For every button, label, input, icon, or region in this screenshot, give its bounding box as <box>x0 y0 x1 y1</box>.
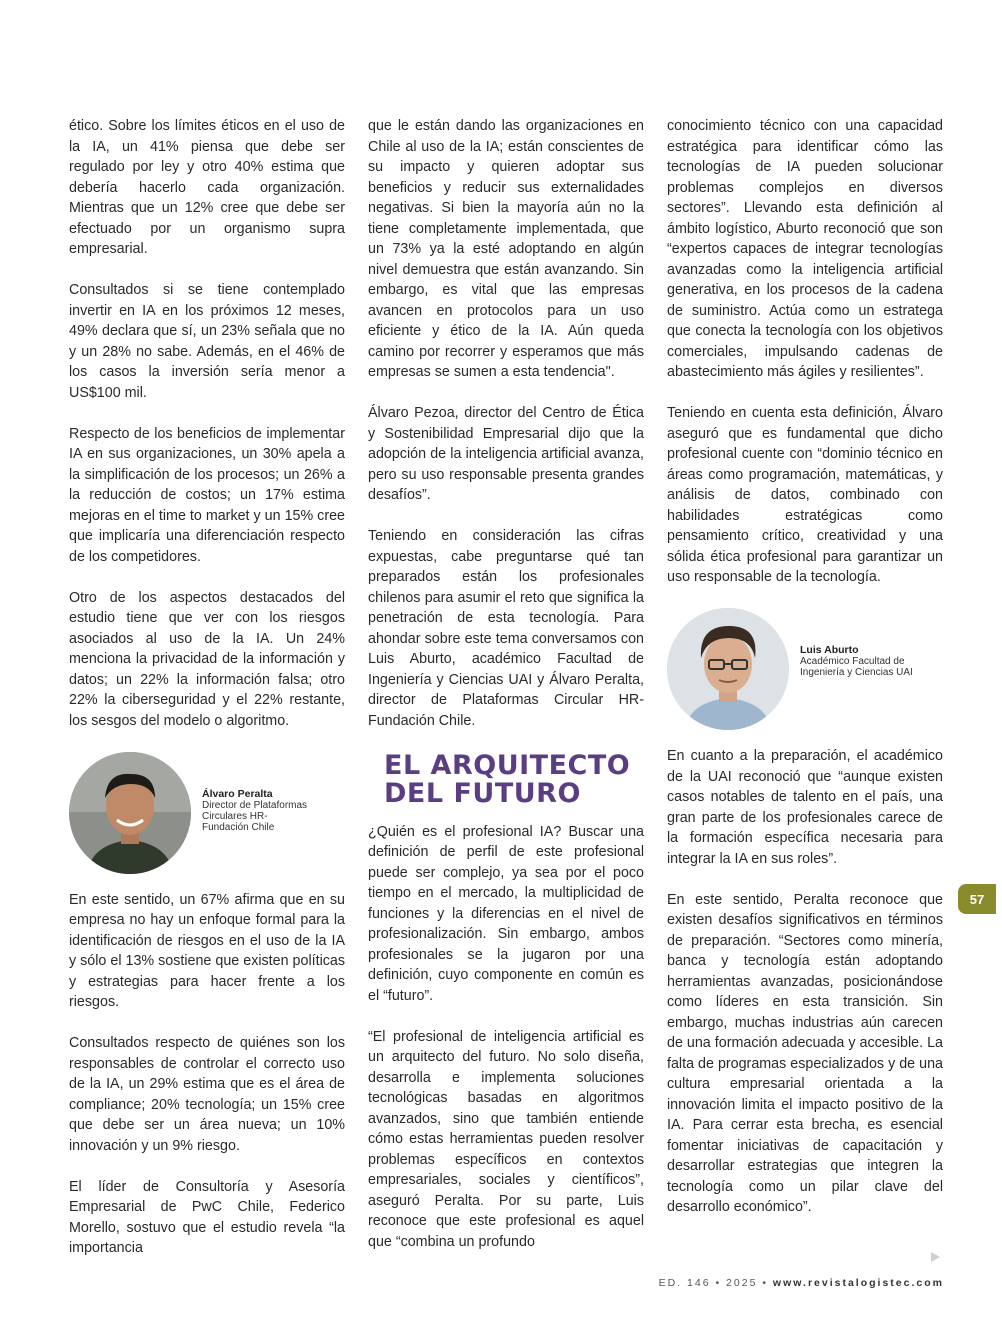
avatar <box>69 752 191 874</box>
heading-line: DEL FUTURO <box>384 777 581 809</box>
profile-role-line: Circulares HR- <box>202 810 268 822</box>
profile-role-line: Fundación Chile <box>202 821 275 833</box>
profile-name: Álvaro Peralta <box>202 787 273 800</box>
paragraph: ético. Sobre los límites éticos en el uso de la IA, un 41% piensa que debe ser regulado por ley y otro 40% estima que debería hacerlo cada organización. Mientras que un 12% cree que debe ser efectuado por un organismo supra empresarial. <box>69 118 345 257</box>
paragraph: Consultados respecto de quiénes son los responsables de controlar el correcto uso de la IA, un 29% estima que es el área de compliance; 20% tecnología; un 15% cree que debe ser un área nueva; un 10% innovación y un 9% riesgo. <box>69 1035 345 1154</box>
column-middle <box>368 116 644 1273</box>
paragraph: Consultados si se tiene contemplado invertir en IA en los próximos 12 meses, 49% declara que sí, un 23% señala que no y un 28% no sabe. Además, en el 46% de los casos la inversión sería menor a US$100 mil. <box>69 282 345 401</box>
profile-name: Luis Aburto <box>800 644 859 656</box>
profile-info <box>202 788 362 833</box>
profile-role-line: Director de Plataformas <box>202 799 308 811</box>
profile-alvaro-peralta <box>69 752 345 874</box>
profile-role-line: Ingeniería y Ciencias UAI <box>800 667 913 678</box>
paragraph: En este sentido, Peralta reconoce que existen desafíos significativos en términos de preparación. “Sectores como minería, banca y tecnología están adoptando herramientas avanzadas, posicionándose como líderes en esta transición. Sin embargo, muchas industrias aún carecen de una formación adecuada y accesible. La falta de programas especializados y de una cultura empresarial orientada a la innovación limita el impacto positivo de la IA. Para cerrar esta brecha, es esencial fomentar iniciativas de capacitación y desarrollar estrategias que integren la tecnología como un pilar clave del desarrollo económico”. <box>667 891 943 1215</box>
paragraph: ¿Quién es el profesional IA? Buscar una definición de perfil de este profesional puede ser complejo, ya sea por el poco tiempo en el mercado, la multiplicidad de funciones y la diferencias en el nivel de profesionalización. Sin embargo, ambos profesionales se la jugaron por una definición, cuyo componente en común es el “futuro”. <box>368 823 644 1004</box>
column-right <box>667 116 943 1238</box>
column-left <box>69 116 345 1279</box>
paragraph: “El profesional de inteligencia artificial es un arquitecto del futuro. No solo diseña, desarrolla e implementa soluciones tecnológicas basadas en algoritmos avanzados, sino que también entiende cómo estas herramientas pueden resolver problemas específicos en contextos empresariales, sociales y científicos”, aseguró Peralta. Por su parte, Luis reconoce que este profesional es aquel que “combina un profundo <box>368 1028 644 1250</box>
next-page-arrow-icon[interactable] <box>931 1252 940 1262</box>
paragraph: En este sentido, un 67% afirma que en su empresa no hay un enfoque formal para la identificación de riesgos en el uso de la IA y sólo el 13% sostiene que existen políticas y estrategias para hacer frente a los riesgos. <box>69 891 345 1010</box>
footer-edition: ED. 146 • 2025 • <box>658 1277 768 1289</box>
footer <box>659 1277 944 1289</box>
paragraph: Teniendo en consideración las cifras expuestas, cabe preguntarse qué tan preparados están los profesionales chilenos para asumir el reto que significa la penetración de esta tecnología. Para ahondar sobre este tema conversamos con Luis Aburto, académico Facultad de Ingeniería y Ciencias UAI y Álvaro Peralta, director de Plataformas Circular HR-Fundación Chile. <box>368 528 644 729</box>
profile-role-line: Académico Facultad de <box>800 656 905 667</box>
paragraph: Álvaro Pezoa, director del Centro de Ética y Sostenibilidad Empresarial dijo que la adopción de la inteligencia artificial avanza, pero su uso responsable presenta grandes desafíos”. <box>368 405 644 503</box>
paragraph: conocimiento técnico con una capacidad estratégica para identificar cómo las tecnologías de IA pueden solucionar problemas complejos en diversos sectores”. Llevando esta definición al ámbito logístico, Aburto reconoció que son “expertos capaces de integrar tecnologías avanzadas como la inteligencia artificial generativa, en los procesos de la cadena de suministro. Actúa como un estratega que conecta la tecnología con los objetivos comerciales, impulsando cadenas de abastecimiento más ágiles y resilientes”. <box>667 118 943 380</box>
paragraph: Otro de los aspectos destacados del estudio tiene que ver con los riesgos asociados al uso de la IA. Un 24% menciona la privacidad de la información y datos; un 22% la información falsa; otro 22% la ciberseguridad y el 22% restante, los sesgos del modelo o algoritmo. <box>69 589 345 729</box>
paragraph: que le están dando las organizaciones en Chile al uso de la IA; están conscientes de su impacto y quieren adoptar sus beneficios y reducir sus externalidades negativas. Si bien la mayoría aún no la tiene completamente implementada, que un 73% ya la esté adoptando en algún nivel demuestra que están avanzando. Sin embargo, es vital que las empresas avancen en protocolos para un uso eficiente y ético de la IA. Aún queda camino por recorrer y esperamos que más empresas se sumen a esta tendencia". <box>368 118 644 380</box>
heading-line: EL ARQUITECTO <box>384 749 631 781</box>
paragraph: Teniendo en cuenta esta definición, Álvaro aseguró que es fundamental que dicho profesional cuente con “dominio técnico en áreas como programación, matemáticas, y análisis de datos, combinado con habilidades estratégicas como pensamiento crítico, creatividad y una sólida ética profesional para garantizar un uso responsable de la tecnología. <box>667 405 943 585</box>
profile-luis-aburto <box>667 608 943 730</box>
paragraph: Respecto de los beneficios de implementar IA en sus organizaciones, un 30% apela a la simplificación de los procesos; un 26% a la reducción de costos; un 17% estima mejoras en el time to market y un 15% cree que implicaría una diferenciación respecto de los competidores. <box>69 425 345 565</box>
avatar <box>667 608 789 730</box>
page-number: 57 <box>958 884 996 914</box>
paragraph: El líder de Consultoría y Asesoría Empresarial de PwC Chile, Federico Morello, sostuvo que el estudio revela “la importancia <box>69 1178 345 1256</box>
section-heading <box>384 749 644 809</box>
profile-info <box>800 644 960 678</box>
paragraph: En cuanto a la preparación, el académico de la UAI reconoció que “aunque existen casos notables de talento en el país, una gran parte de los profesionales carece de la formación específica necesaria para integrar la IA en sus roles”. <box>667 748 943 867</box>
footer-website-link[interactable]: www.revistalogistec.com <box>772 1277 944 1289</box>
